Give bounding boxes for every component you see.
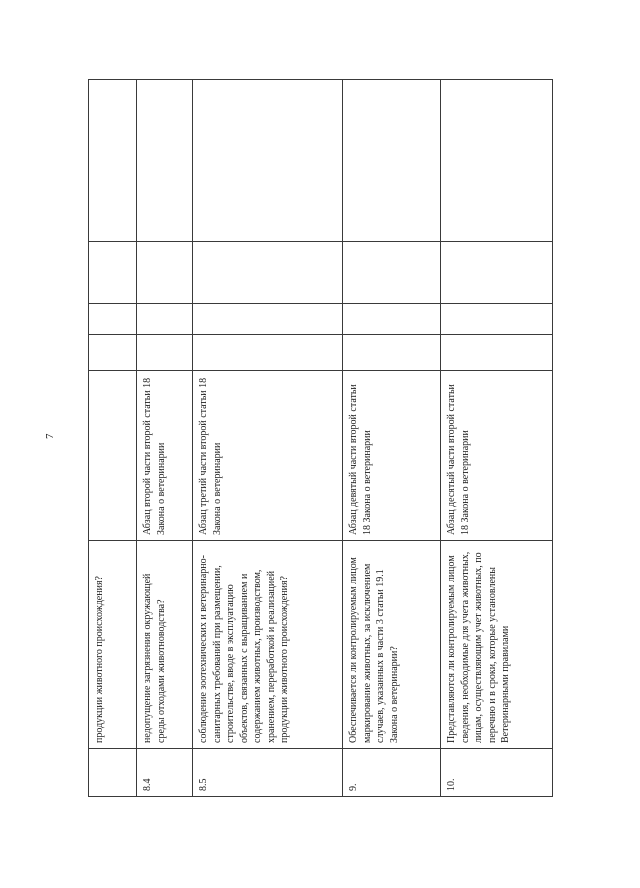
notes-cell: [89, 80, 137, 242]
answer-not-applicable-cell: [193, 242, 343, 304]
checklist-table: [88, 79, 553, 797]
legal-reference: [89, 371, 137, 541]
table-row: [193, 80, 343, 797]
notes-cell: [193, 80, 343, 242]
notes-cell: [441, 80, 553, 242]
row-number: 10.: [441, 749, 553, 797]
answer-yes-cell: [441, 335, 553, 371]
row-number: 8.5: [193, 749, 343, 797]
answer-yes-cell: [193, 335, 343, 371]
answer-yes-cell: [137, 335, 193, 371]
requirement-question: продукции животного происхождения?: [89, 541, 137, 749]
row-number: 9.: [343, 749, 441, 797]
legal-reference: Абзац второй части второй статьи 18 Закона о ветеринарии: [137, 371, 193, 541]
legal-reference: Абзац третий части второй статьи 18 Закона о ветеринарии: [193, 371, 343, 541]
table-row: [137, 80, 193, 797]
requirement-question: Представляются ли контролируемым лицом сведения, необходимые для учета животных, лицам, осуществляющим учет животных, по перечню и в сроки, которые установлены Ветеринарными правилами: [441, 541, 553, 749]
answer-not-applicable-cell: [89, 242, 137, 304]
table-row: [89, 80, 137, 797]
checklist-table-wrapper: [88, 80, 552, 797]
notes-cell: [343, 80, 441, 242]
notes-cell: [137, 80, 193, 242]
table-row: [441, 80, 553, 797]
legal-reference: Абзац девятый части второй статьи 18 Закона о ветеринарии: [343, 371, 441, 541]
answer-no-cell: [441, 304, 553, 335]
answer-yes-cell: [343, 335, 441, 371]
answer-not-applicable-cell: [137, 242, 193, 304]
answer-yes-cell: [89, 335, 137, 371]
answer-no-cell: [137, 304, 193, 335]
answer-no-cell: [193, 304, 343, 335]
requirement-question: Обеспечивается ли контролируемым лицом маркирование животных, за исключением случаев, указанных в части 3 статьи 19.1 Закона о ветеринарии?: [343, 541, 441, 749]
requirement-question: соблюдение зоотехнических и ветеринарно-санитарных требований при размещении, строительстве, вводе в эксплуатацию объектов, связанных с выращиванием и содержанием животных, производством, хранением, переработкой и реализацией продукции животного происхождения?: [193, 541, 343, 749]
answer-not-applicable-cell: [441, 242, 553, 304]
answer-no-cell: [89, 304, 137, 335]
answer-not-applicable-cell: [343, 242, 441, 304]
page-number: 7: [44, 433, 56, 439]
answer-no-cell: [343, 304, 441, 335]
table-row: [343, 80, 441, 797]
requirement-question: недопущение загрязнения окружающей среды отходами животноводства?: [137, 541, 193, 749]
row-number: [89, 749, 137, 797]
legal-reference: Абзац десятый части второй статьи 18 Закона о ветеринарии: [441, 371, 553, 541]
row-number: 8.4: [137, 749, 193, 797]
